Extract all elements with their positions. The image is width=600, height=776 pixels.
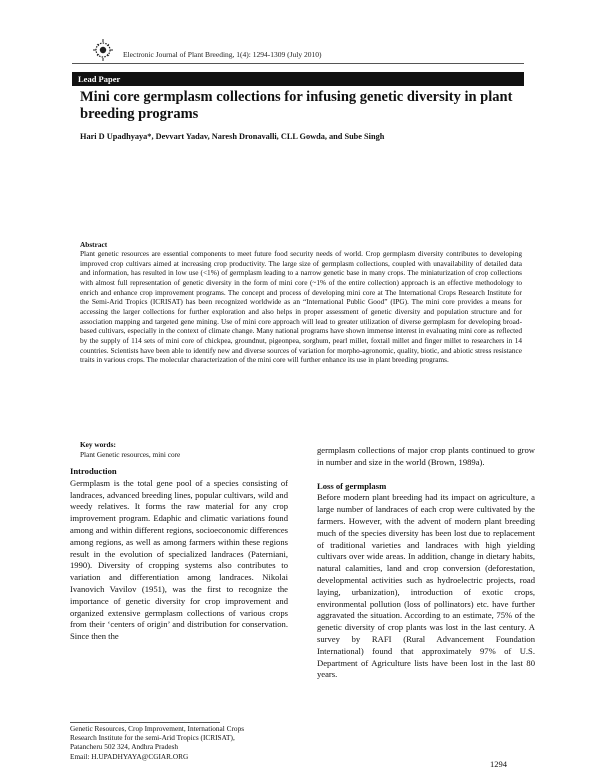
introduction-continuation: germplasm collections of major crop plants continued to grow in number and size in the world (Brown, 1989a). (317, 445, 535, 467)
lead-paper-band (72, 72, 524, 86)
right-column (317, 445, 535, 681)
abstract-heading: Abstract (80, 240, 108, 249)
left-column (70, 466, 288, 643)
loss-of-germplasm-text: Before modern plant breeding had its impact on agriculture, a large number of landraces of each crop were cultivated by the farmers. However, with the advent of modern plant breeding much of the species diversity has been lost due to replacement of traditional varieties and landraces with high yielding cultivars over wide areas. In addition, change in dietary habits, natural calamities, land and crop conversion (deforestation, developmental activities such as hydroelectric projects, road laying, urbanization), introduction of exotic crops, environmental pollution (loss of pollinators) etc. have further aggravated the situation. According to an estimate, 75% of the genetic diversity of crop plants was lost in the last century. A survey by RAFI (Rural Advancement Foundation International) found that approximately 97% of U.S. Department of Agriculture lists have been lost in the last 80 years. (317, 492, 535, 680)
journal-header: Electronic Journal of Plant Breeding, 1(4): 1294-1309 (July 2010) (123, 50, 322, 59)
header-divider (72, 63, 524, 64)
footnote-line: Genetic Resources, Crop Improvement, International Crops (70, 724, 245, 733)
page-number: 1294 (490, 759, 507, 769)
author-list: Hari D Upadhyaya*, Devvart Yadav, Naresh Dronavalli, CLL Gowda, and Sube Singh (80, 132, 385, 141)
keywords-text: Plant Genetic resources, mini core (80, 450, 181, 459)
author-affiliation-footnote (70, 724, 300, 761)
footnote-line: Patancheru 502 324, Andhra Pradesh (70, 742, 179, 752)
abstract-text: Plant genetic resources are essential components to meet future food security needs of world. Crop germplasm diversity contributes to developing improved crop cultivars aimed at increasing crop productivity. The large size of germplasm collections, coupled with unavailability of detailed data and information, has resulted in low use (<1%) of germplasm leading to a narrow genetic base in many crops. The miniaturization of crop collections with almost full representation of genetic diversity in the form of mini core (~1% of the entire collection) approach is an effective methodology to enrich and enhance crop improvement programs. The concept and process of developing mini core at The International Crops Research Institute for the Semi-Arid Tropics (ICRISAT) has been recognized worldwide as an “International Public Good” (IPG). The mini core provides a means for accessing the larger collections for further exploration and also helps in proper assessment of genetic diversity and population structure and for association mapping and targeted gene mining. Use of mini core approach will lead to greater utilization of diverse germplasm for developing broad-based cultivars, especially in the context of climate change. Many national programs have shown immense interest in evaluating mini core as reflected by the supply of 114 sets of mini core of chickpea, groundnut, pigeonpea, sorghum, pearl millet, foxtail millet and finger millet to researchers in 14 countries. Scientists have been able to identify new and diverse sources of variation for morpho-agronomic, quality, biotic, and abiotic stress resistance traits in various crops. The molecular characterization of the mini core will further enhance its use in plant breeding programs. (80, 249, 522, 365)
introduction-text: Germplasm is the total gene pool of a species consisting of landraces, advanced breeding lines, popular cultivars, wild and weedy relatives. It forms the raw material for any crop improvement program. Edaphic and climatic variations found among and within different regions, socioeconomic differences among regions, as well as among farmers within these regions result in the evolution of specialized landraces (Paterniani, 1990). Diversity of cropping systems also contributes to variation and differentiation among landraces. Nikolai Ivanovich Vavilov (1951), was the first to recognize the importance of genetic diversity for crop improvement and organized extensive germplasm collections of various crops from their ‘centers of origin’ and distribution for conservation. Since then the (70, 477, 288, 642)
footnote-line: Research Institute for the semi-Arid Tropics (ICRISAT), (70, 733, 235, 743)
footnote-email: Email: H.UPADHYAYA@CGIAR.ORG (70, 751, 189, 761)
keywords-heading: Key words: (80, 440, 116, 449)
introduction-heading: Introduction (70, 466, 117, 476)
footnote-divider (70, 722, 220, 723)
loss-of-germplasm-heading: Loss of germplasm (317, 480, 387, 491)
paper-title: Mini core germplasm collections for infusing genetic diversity in plant breeding programs (80, 89, 513, 122)
lead-paper-label: Lead Paper (78, 74, 121, 84)
journal-logo-icon (92, 38, 114, 62)
